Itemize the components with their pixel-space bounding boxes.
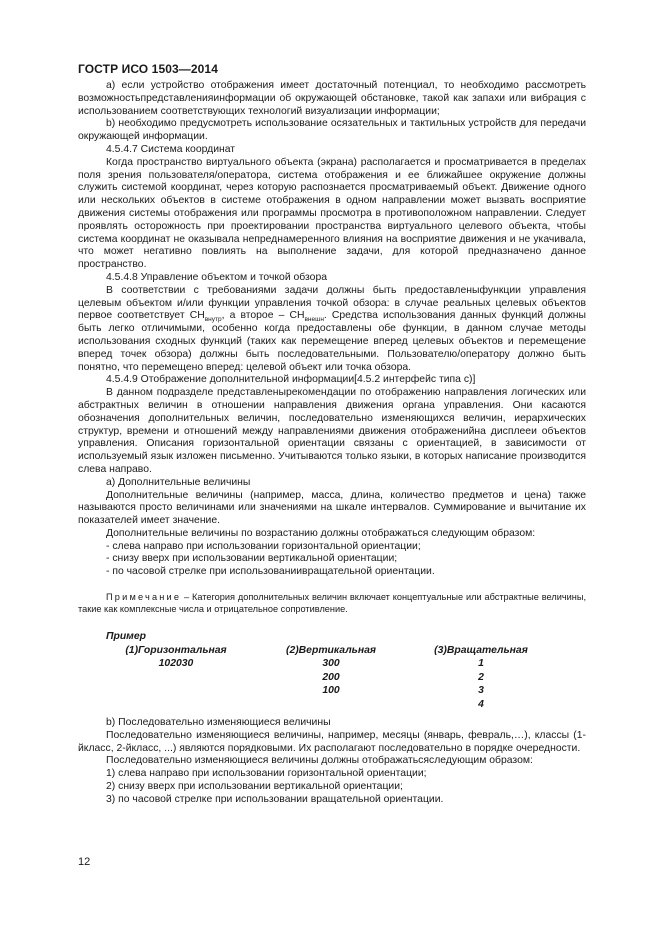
paragraph-item-b: b) необходимо предусмотреть использование осязательных и тактильных устройств для передачи окружающей информации. bbox=[78, 118, 586, 143]
example-cell: 2 bbox=[478, 671, 484, 683]
example-row bbox=[106, 684, 546, 697]
example-header-row bbox=[106, 644, 546, 657]
example-header-vertical: (2)Вертикальная bbox=[285, 644, 377, 656]
item-b-title: b) Последовательно изменяющиеся величины bbox=[106, 716, 331, 728]
subscript-internal: внутр bbox=[204, 316, 222, 324]
example-header-horizontal: (1)Горизонтальная bbox=[125, 644, 227, 656]
list-item-additive-2: - снизу вверх при использовании вертикальной ориентации; bbox=[106, 553, 398, 565]
example-cell bbox=[106, 671, 246, 684]
heading-4548: 4.5.4.8 Управление объектом и точкой обзора bbox=[106, 271, 327, 283]
item-a-title: а) Дополнительные величины bbox=[106, 476, 251, 488]
paragraph-additive-2: Дополнительные величины по возрастанию должны отображаться следующим образом: bbox=[106, 527, 536, 539]
list-item-sequential-2: 2) снизу вверх при использовании вертикальной ориентации; bbox=[106, 780, 403, 792]
example-cell bbox=[106, 698, 246, 711]
list-item-additive-3: - по часовой стрелке при использованиивращательной ориентации. bbox=[106, 566, 435, 578]
heading-4547: 4.5.4.7 Система координат bbox=[106, 143, 236, 155]
page-number: 12 bbox=[78, 856, 91, 868]
page-header-title: ГОСТР ИСО 1503—2014 bbox=[78, 62, 218, 76]
example-cell: 300 bbox=[322, 658, 340, 670]
example-row bbox=[106, 698, 546, 711]
example-cell bbox=[106, 684, 246, 697]
paragraph-4548-part3: . Средства использования данных функций должны быть легко отличимыми, особенно когда предоставлены обе функции, в данном случае методы использования сходных функций (таких как перемещение вперед целевых объектов и перемещение вперед точек обзора) должны быть последовательными. Пользователю/оператору должно быть понятно, что перемещено вперед: целевой объект или точка обзора. bbox=[78, 310, 586, 373]
example-cell bbox=[246, 698, 416, 711]
list-item-sequential-3: 3) по часовой стрелке при использовании вращательной ориентации. bbox=[106, 793, 444, 805]
document-body bbox=[78, 80, 586, 806]
example-cell: 200 bbox=[322, 671, 340, 683]
example-cell: 102030 bbox=[158, 658, 194, 670]
paragraph-4548-part2: , а второе – СН bbox=[221, 310, 305, 322]
list-item-additive-1: - слева направо при использовании горизонтальной ориентации; bbox=[106, 540, 421, 552]
paragraph-4549: В данном подразделе представленырекомендации по отображению направления логических или абстрактных величин в отношении направления движения органа управления. Они касаются обозначения дополнительных величин, последовательно изменяющихся величин, иерархических структур, времени и отношений между направлениями движения отображенийна дисплееи объектов управления. Описания горизонтальной ориентации связаны с ориентацией, в зависимости от используемый язык изложен письменно. Учитываются только языки, в которых написание производится слева направо. bbox=[78, 387, 586, 475]
example-header-rotational: (3)Вращательная bbox=[434, 644, 528, 656]
subscript-external: внешн bbox=[304, 316, 324, 324]
example-cell: 1 bbox=[478, 658, 484, 670]
note-label: Примечание bbox=[106, 592, 182, 603]
paragraph-4548 bbox=[78, 285, 586, 375]
example-cell: 3 bbox=[478, 685, 484, 697]
paragraph-additive-1: Дополнительные величины (например, масса, длина, количество предметов и цена) также называются просто величинами или значениями на шкале интервалов. Суммирование и вычитание их показателей имеет значение. bbox=[78, 489, 586, 527]
paragraph-sequential-1: Последовательно изменяющиеся величины, например, месяцы (январь, февраль,…), классы (1-йкласс, 2-йкласс, ...) являются порядковыми. Их располагают последовательно в порядке очередности. bbox=[78, 729, 586, 754]
example-row bbox=[106, 671, 546, 684]
example-cell: 100 bbox=[322, 685, 340, 697]
paragraph-4547: Когда пространство виртуального объекта (экрана) располагается и просматривается в пределах поля зрения пользователя/оператора, система отображения и ее ближайшее окружение должны служить системой координат, через которую распознается просматриваемый объект. Движение одного или нескольких объектов в системе отображения в одном направлении может вызвать восприятие движения системы отображения или программы просмотра в противоположном направлении. Следует проявлять осторожность при проектировании пространства виртуального целевого объекта, чтобы система координат не оказывала непреднамеренного влияния на восприятие движения и не укачивала, что может негативно повлиять на выполнение задачи, для которой предназначено данное пространство. bbox=[78, 156, 586, 271]
list-item-sequential-1: 1) слева направо при использовании горизонтальной ориентации; bbox=[106, 768, 427, 780]
example-title: Пример bbox=[106, 631, 146, 643]
note bbox=[78, 591, 586, 615]
example-row bbox=[106, 657, 546, 670]
paragraph-4548-part1: В соответствии с требованиями задачи должны быть предоставленыфункции управления целевым объектом и/или функции управления точкой обзора: в случае реальных целевых объектов первое соответствует СН bbox=[78, 284, 586, 322]
paragraph-sequential-2: Последовательно изменяющиеся величины должны отображатьсяследующим образом: bbox=[106, 755, 533, 767]
example-cell: 4 bbox=[478, 698, 484, 710]
note-text: – Категория дополнительных величин включает концептуальные или абстрактные величины, такие как комплексные числа и отрицательное сопротивление. bbox=[78, 592, 586, 615]
paragraph-item-a: а) если устройство отображения имеет достаточный потенциал, то необходимо рассмотреть возможностьпредставленияинформации об окружающей обстановке, такой как запахи или вибрация с использованием соответствующих технологий визуализации информации; bbox=[78, 80, 586, 117]
heading-4549: 4.5.4.9 Отображение дополнительной информации[4.5.2 интерфейс типа с)] bbox=[106, 374, 476, 386]
example-table bbox=[106, 644, 546, 711]
